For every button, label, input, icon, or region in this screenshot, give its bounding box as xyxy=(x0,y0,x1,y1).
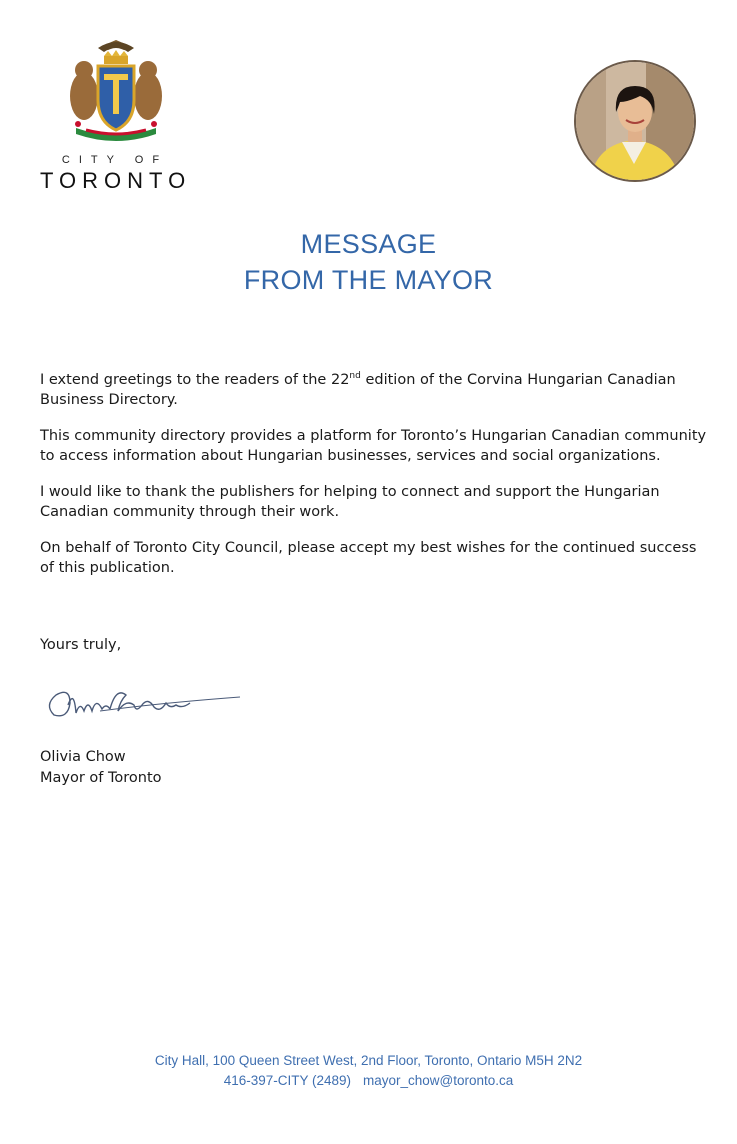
city-of-text: CITY OF xyxy=(61,154,169,166)
footer-phone: 416-397-CITY (2489) xyxy=(223,1073,352,1088)
city-logo xyxy=(40,38,192,193)
paragraph-1-start: I extend greetings to the readers of the 22 xyxy=(40,372,350,388)
mayor-portrait xyxy=(574,60,696,182)
paragraph-1-end: edition of the Corvina Hungarian Canadian Business Directory. xyxy=(40,372,676,408)
toronto-wordmark: TORONTO xyxy=(40,168,192,193)
portrait-image-icon xyxy=(576,62,694,180)
paragraph-3: I would like to thank the publishers for helping to connect and support the Hungarian Canadian community through their work. xyxy=(40,484,660,520)
footer-email-link[interactable]: mayor_chow@toronto.ca xyxy=(363,1073,514,1088)
signature-icon xyxy=(40,675,250,735)
paragraph-1 xyxy=(40,370,710,410)
ordinal-suffix: nd xyxy=(349,371,361,382)
contact-footer xyxy=(0,1051,737,1091)
coat-of-arms-icon xyxy=(58,38,174,148)
footer-contact-line xyxy=(0,1071,737,1091)
paragraph-4: On behalf of Toronto City Council, please accept my best wishes for the continued success of this publication. xyxy=(40,540,697,576)
signer-block xyxy=(40,747,162,789)
title-line-1: MESSAGE xyxy=(300,229,437,259)
title-line-2: FROM THE MAYOR xyxy=(243,265,494,295)
letter-body xyxy=(40,370,710,594)
page-title xyxy=(0,226,737,298)
signer-name: Olivia Chow xyxy=(40,749,126,765)
closing-salutation: Yours truly, xyxy=(40,637,122,653)
paragraph-2: This community directory provides a platform for Toronto’s Hungarian Canadian community to access information about Hungarian businesses, services and social organizations. xyxy=(40,428,707,464)
footer-address: City Hall, 100 Queen Street West, 2nd Floor, Toronto, Ontario M5H 2N2 xyxy=(154,1053,583,1068)
signer-title: Mayor of Toronto xyxy=(40,770,162,786)
